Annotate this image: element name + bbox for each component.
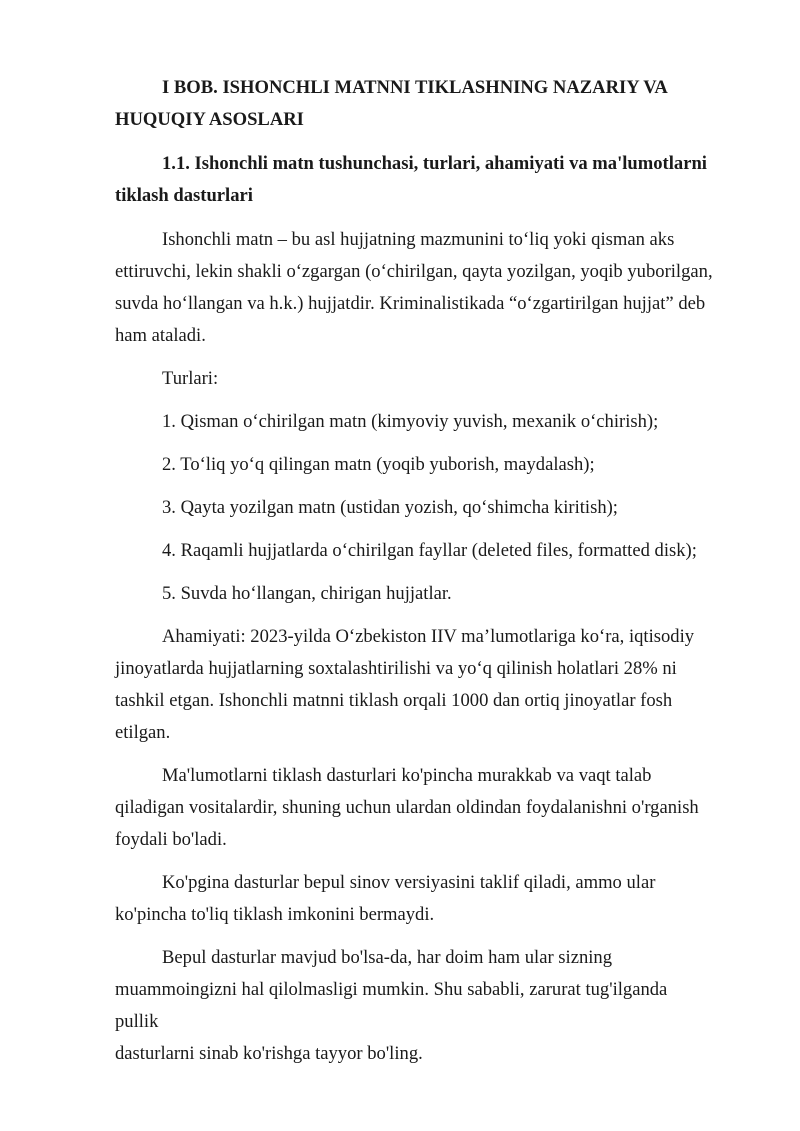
section-title-line-1: 1.1. Ishonchli matn tushunchasi, turlari, ahamiyati va ma'lumotlarni (162, 153, 707, 174)
definition-line-2: ettiruvchi, lekin shakli o‘zgargan (o‘chirilgan, qayta yozilgan, yoqib yuborilgan, (115, 261, 713, 282)
chapter-title (115, 72, 715, 136)
type-item-3: 3. Qayta yozilgan matn (ustidan yozish, qo‘shimcha kiritish); (162, 497, 618, 518)
recovery1-line-2: qiladigan vositalardir, shuning uchun ulardan oldindan foydalanishni o'rganish (115, 797, 699, 818)
importance-line-1: Ahamiyati: 2023-yilda O‘zbekiston IIV ma’lumotlariga ko‘ra, iqtisodiy (162, 626, 695, 647)
definition-line-1: Ishonchli matn – bu asl hujjatning mazmunini to‘liq yoki qisman aks (162, 229, 675, 250)
type-item-1: 1. Qisman o‘chirilgan matn (kimyoviy yuvish, mexanik o‘chirish); (162, 411, 659, 432)
chapter-title-line-1: I BOB. ISHONCHLI MATNNI TIKLASHNING NAZARIY VA (162, 77, 668, 98)
definition-line-4: ham ataladi. (115, 325, 206, 346)
section-title-line-2: tiklash dasturlari (115, 185, 253, 206)
chapter-title-line-2: HUQUQIY ASOSLARI (115, 109, 304, 130)
recovery1-line-1: Ma'lumotlarni tiklash dasturlari ko'pincha murakkab va vaqt talab (162, 765, 652, 786)
recovery2-line-1: Ko'pgina dasturlar bepul sinov versiyasini taklif qiladi, ammo ular (162, 872, 656, 893)
types-heading: Turlari: (162, 368, 219, 389)
recovery-paragraph-2 (115, 867, 715, 931)
importance-line-3: tashkil etgan. Ishonchli matnni tiklash orqali 1000 dan ortiq jinoyatlar fosh (115, 690, 673, 711)
recovery3-line-1: Bepul dasturlar mavjud bo'lsa-da, har doim ham ular sizning (162, 947, 613, 968)
recovery2-line-2: ko'pincha to'liq tiklash imkonini bermaydi. (115, 904, 435, 925)
importance-line-2: jinoyatlarda hujjatlarning soxtalashtirilishi va yo‘q qilinish holatlari 28% ni (115, 658, 677, 679)
recovery-paragraph-1 (115, 760, 715, 856)
document-page (115, 72, 715, 1081)
definition-paragraph (115, 224, 715, 352)
recovery3-line-2: muammoingizni hal qilolmasligi mumkin. Shu sababli, zarurat tug'ilganda pullik (115, 979, 668, 1032)
type-item-4: 4. Raqamli hujjatlarda o‘chirilgan fayllar (deleted files, formatted disk); (162, 540, 697, 561)
type-item-2: 2. To‘liq yo‘q qilingan matn (yoqib yuborish, maydalash); (162, 454, 595, 475)
section-title (115, 148, 715, 212)
type-item-5: 5. Suvda ho‘llangan, chirigan hujjatlar. (162, 583, 452, 604)
importance-line-4: etilgan. (115, 722, 171, 743)
definition-line-3: suvda ho‘llangan va h.k.) hujjatdir. Kriminalistikada “o‘zgartirilgan hujjat” deb (115, 293, 706, 314)
recovery3-line-3: dasturlarni sinab ko'rishga tayyor bo'ling. (115, 1043, 423, 1064)
recovery-paragraph-3 (115, 942, 715, 1070)
recovery1-line-3: foydali bo'ladi. (115, 829, 227, 850)
importance-paragraph (115, 621, 715, 749)
